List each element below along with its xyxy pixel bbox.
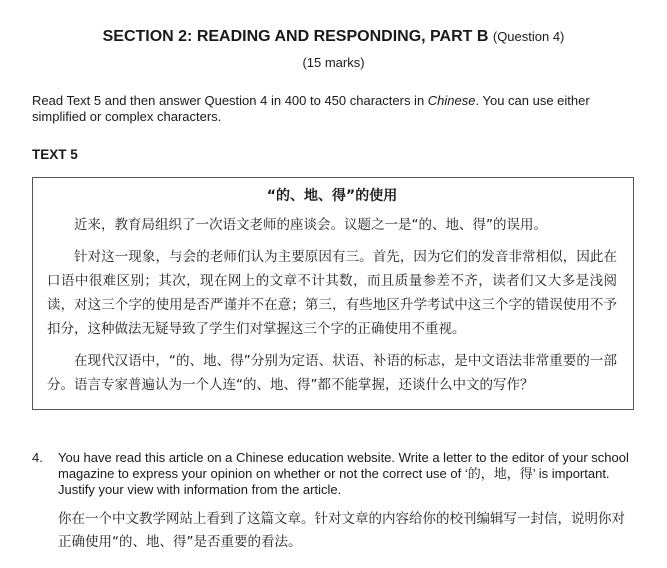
question-reference: (Question 4) (492, 29, 565, 44)
question-body (58, 450, 636, 554)
instructions-end: . You can use either simplified or complex characters. (32, 93, 590, 124)
text-label: TEXT 5 (32, 147, 78, 162)
question-number: 4. (32, 450, 43, 465)
section-heading (0, 28, 667, 46)
question-english: You have read this article on a Chinese education website. Write a letter to the editor of your school magazine to express your opinion on whether or not the correct use of ‘的，地，得’ is important. Justify your view with information from the article. (58, 450, 629, 497)
article-title: “的、地、得”的使用 (266, 188, 398, 204)
section-title: SECTION 2: READING AND RESPONDING, PART B (102, 28, 489, 45)
article-box (32, 177, 634, 410)
article-paragraph-2: 针对这一现象，与会的老师们认为主要原因有三。首先，因为它们的发音非常相似，因此在口语中很难区别；其次，现在网上的文章不计其数，而且质量参差不齐，读者们又大多是浅阅读，对这三个字的使用是否严谨并不在意；第三，有些地区升学考试中这三个字的错误使用不予扣分，这种做法无疑导致了学生们对掌握这三个字的正确使用不重视。 (47, 249, 617, 337)
article-paragraph-3: 在现代汉语中，“的、地、得”分别为定语、状语、补语的标志，是中文语法非常重要的一部分。语言专家普遍认为一个人连“的、地、得”都不能掌握，还谈什么中文的写作？ (47, 353, 617, 393)
instructions-language: Chinese (427, 93, 476, 108)
article-paragraph-1: 近来，教育局组织了一次语文老师的座谈会。议题之一是“的、地、得”的误用。 (74, 217, 547, 233)
instructions (32, 93, 632, 125)
instructions-start: Read Text 5 and then answer Question 4 in 400 to 450 characters in (32, 93, 428, 108)
question-chinese: 你在一个中文教学网站上看到了这篇文章。针对文章的内容给你的校刊编辑写一封信，说明你对正确使用“的、地、得”是否重要的看法。 (58, 511, 625, 550)
marks-label: (15 marks) (302, 55, 365, 70)
